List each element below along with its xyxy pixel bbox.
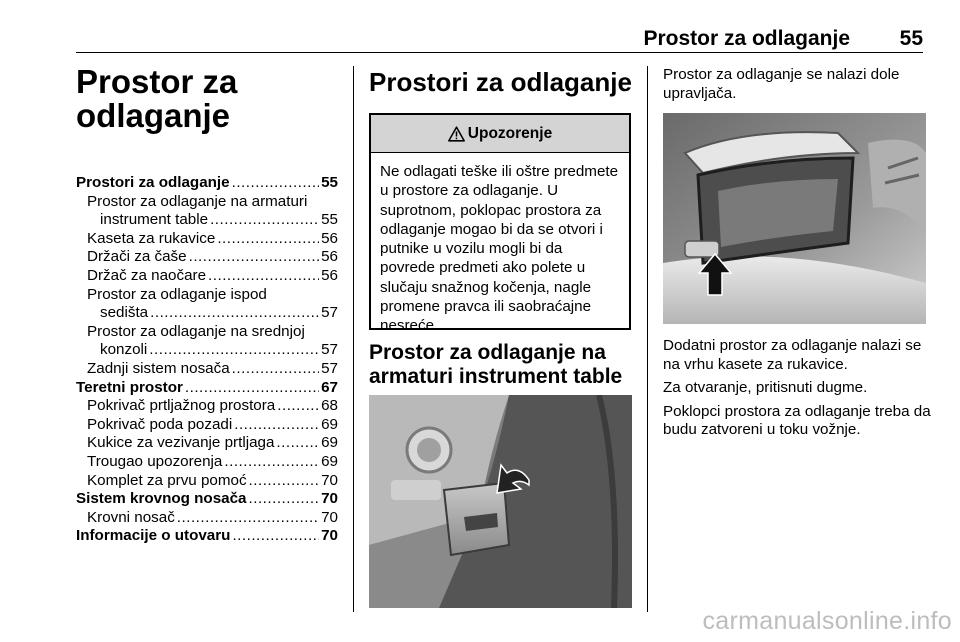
toc-entry[interactable]: Sistem krovnog nosača ..... 70: [76, 490, 338, 509]
toc-entry[interactable]: Trougao upozorenja ..... 69: [76, 453, 338, 472]
warning-text: Ne odlagati teške ili oštre predmete u prostore za odlaganje. U suprotnom, poklopac prostora za odlaganje mogao bi da se otvori i putnike u vozilu mogli bi da povrede predmeti ako polete u slučaju snažnog kočenja, nagle promene pravca ili saobraćajne nesreće.: [380, 163, 619, 335]
warning-box: [369, 113, 631, 335]
table-of-contents: [76, 174, 338, 546]
subsection-title: Prostor za odlaganje na armaturi instrument table: [369, 341, 623, 388]
intro-paragraph: Prostor za odlaganje se nalazi dole upravljača.: [663, 66, 900, 102]
warning-header: [371, 115, 629, 153]
paragraph: Poklopci prostora za odlaganje treba da budu zatvoreni u toku vožnje.: [663, 402, 931, 439]
toc-entry[interactable]: Držač za naočare ..... 56: [76, 267, 338, 286]
toc-entry[interactable]: Krovni nosač ..... 70: [76, 509, 338, 528]
toc-entry[interactable]: Kaseta za rukavice ..... 56: [76, 230, 338, 249]
toc-entry[interactable]: Teretni prostor ..... 67: [76, 379, 338, 398]
toc-entry-label[interactable]: Prostor za odlaganje na armaturi: [87, 192, 308, 210]
paragraph: Za otvaranje, pritisnuti dugme.: [663, 379, 868, 397]
toc-entry[interactable]: Kukice za vezivanje prtljaga ..... 69: [76, 434, 338, 453]
section-title: Prostori za odlaganje: [369, 67, 632, 97]
chapter-title: Prostor za odlaganje: [76, 63, 238, 134]
toc-entry[interactable]: Prostori za odlaganje ..... 55: [76, 174, 338, 193]
column-divider-left: [353, 66, 354, 612]
toc-entry[interactable]: Pokrivač poda pozadi ..... 69: [76, 416, 338, 435]
right-column-text: [663, 337, 933, 445]
upper-storage-compartment-illustration: [663, 113, 926, 324]
toc-entry[interactable]: Pokrivač prtljažnog prostora ..... 68: [76, 397, 338, 416]
column-divider-right: [647, 66, 648, 612]
toc-entry[interactable]: Komplet za prvu pomoć ..... 70: [76, 472, 338, 491]
watermark: carmanualsonline.info: [702, 607, 952, 635]
paragraph: Dodatni prostor za odlaganje nalazi se na vrhu kasete za rukavice.: [663, 337, 922, 373]
warning-triangle-icon: [448, 126, 465, 142]
header-rule: [76, 52, 923, 53]
toc-entry-label[interactable]: Prostor za odlaganje na srednjoj: [87, 322, 305, 340]
toc-entry[interactable]: Zadnji sistem nosača ..... 57: [76, 360, 338, 379]
toc-entry[interactable]: sedišta ..... 57: [76, 304, 338, 323]
page-header: [0, 0, 960, 54]
instrument-panel-storage-illustration: [369, 395, 632, 608]
toc-entry[interactable]: konzoli ..... 57: [76, 341, 338, 360]
toc-entry-label[interactable]: Prostor za odlaganje ispod: [87, 285, 267, 303]
warning-heading: Upozorenje: [467, 124, 553, 142]
toc-entry[interactable]: Držači za čaše ..... 56: [76, 248, 338, 267]
toc-entry[interactable]: Informacije o utovaru ..... 70: [76, 527, 338, 546]
header-title: Prostor za odlaganje: [643, 27, 850, 50]
page-number: 55: [899, 27, 923, 50]
toc-entry[interactable]: instrument table ..... 55: [76, 211, 338, 230]
